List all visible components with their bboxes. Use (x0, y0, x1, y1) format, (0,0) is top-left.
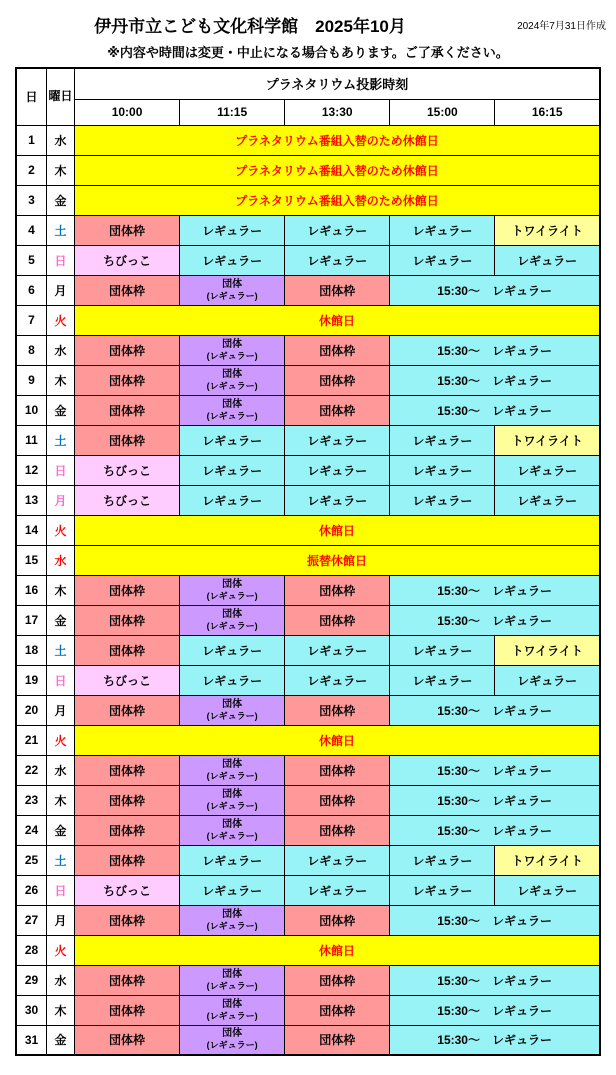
table-row (16, 845, 600, 875)
table-row (16, 905, 600, 935)
cell-regular: 15:30～ レギュラー (390, 575, 600, 605)
cell-group: 団体枠 (75, 995, 180, 1025)
day-cell: 4 (16, 215, 47, 245)
day-cell: 23 (16, 785, 47, 815)
day-cell: 26 (16, 875, 47, 905)
weekday-cell: 火 (47, 935, 75, 965)
cell-text-line2: (レギュラー) (206, 410, 258, 421)
cell-group: 団体枠 (75, 605, 180, 635)
day-cell: 15 (16, 545, 47, 575)
column-header-time-1000: 10:00 (75, 99, 180, 125)
cell-group_regular (180, 575, 285, 605)
table-row (16, 755, 600, 785)
cell-text-line2: (レギュラー) (206, 710, 258, 721)
cell-regular: 15:30～ レギュラー (390, 365, 600, 395)
cell-group_regular (180, 335, 285, 365)
cell-regular: レギュラー (495, 875, 600, 905)
table-row (16, 545, 600, 575)
table-row (16, 875, 600, 905)
cell-group: 団体枠 (285, 395, 390, 425)
cell-regular: レギュラー (285, 845, 390, 875)
day-cell: 9 (16, 365, 47, 395)
weekday-cell: 土 (47, 635, 75, 665)
cell-regular: 15:30～ レギュラー (390, 815, 600, 845)
day-cell: 6 (16, 275, 47, 305)
cell-group: 団体枠 (75, 275, 180, 305)
day-cell: 20 (16, 695, 47, 725)
cell-regular: レギュラー (390, 485, 495, 515)
cell-text-line2: (レギュラー) (206, 980, 258, 991)
cell-text-line2: (レギュラー) (206, 920, 258, 931)
page-title: 伊丹市立こども文化科学館 2025年10月 (94, 17, 406, 36)
cell-text-line2: (レギュラー) (206, 830, 258, 841)
cell-regular: レギュラー (390, 425, 495, 455)
cell-group: 団体枠 (75, 905, 180, 935)
weekday-cell: 土 (47, 425, 75, 455)
weekday-cell: 日 (47, 665, 75, 695)
cell-group: 団体枠 (285, 815, 390, 845)
cell-regular: レギュラー (285, 485, 390, 515)
cell-twilight: トワイライト (495, 845, 600, 875)
table-row (16, 725, 600, 755)
day-cell: 31 (16, 1025, 47, 1055)
cell-text-line1: 団体 (222, 998, 243, 1010)
title-bar (0, 12, 616, 37)
cell-regular: 15:30～ レギュラー (390, 335, 600, 365)
cell-group: 団体枠 (75, 845, 180, 875)
cell-regular: レギュラー (390, 455, 495, 485)
cell-regular: レギュラー (180, 485, 285, 515)
weekday-cell: 水 (47, 545, 75, 575)
cell-group: 団体枠 (285, 965, 390, 995)
weekday-cell: 月 (47, 485, 75, 515)
cell-regular: レギュラー (180, 215, 285, 245)
cell-group: 団体枠 (285, 1025, 390, 1055)
table-row (16, 245, 600, 275)
cell-chibikko: ちびっこ (75, 455, 180, 485)
cell-group: 団体枠 (75, 335, 180, 365)
cell-regular: 15:30～ レギュラー (390, 605, 600, 635)
day-cell: 14 (16, 515, 47, 545)
column-header-projection-times: プラネタリウム投影時刻 (75, 68, 601, 99)
table-row (16, 455, 600, 485)
day-cell: 5 (16, 245, 47, 275)
cell-regular: レギュラー (390, 845, 495, 875)
weekday-cell: 火 (47, 725, 75, 755)
cell-group_regular (180, 995, 285, 1025)
cell-group_regular (180, 1025, 285, 1055)
cell-chibikko: ちびっこ (75, 875, 180, 905)
weekday-cell: 水 (47, 335, 75, 365)
table-row (16, 365, 600, 395)
table-row (16, 635, 600, 665)
cell-text-line1: 団体 (222, 278, 243, 290)
cell-text-line1: 団体 (222, 908, 243, 920)
cell-regular: レギュラー (180, 845, 285, 875)
cell-closed: プラネタリウム番組入替のため休館日 (75, 155, 601, 185)
weekday-cell: 木 (47, 155, 75, 185)
cell-group: 団体枠 (75, 1025, 180, 1055)
table-row (16, 395, 600, 425)
table-header (16, 68, 600, 125)
cell-regular: レギュラー (495, 485, 600, 515)
weekday-cell: 月 (47, 275, 75, 305)
cell-closed: 休館日 (75, 935, 601, 965)
day-cell: 21 (16, 725, 47, 755)
table-row (16, 215, 600, 245)
cell-regular: レギュラー (285, 665, 390, 695)
cell-text-line2: (レギュラー) (206, 350, 258, 361)
cell-regular: 15:30～ レギュラー (390, 785, 600, 815)
cell-regular: 15:30～ レギュラー (390, 1025, 600, 1055)
cell-group: 団体枠 (285, 755, 390, 785)
weekday-cell: 木 (47, 995, 75, 1025)
table-row (16, 335, 600, 365)
weekday-cell: 金 (47, 395, 75, 425)
cell-text-line1: 団体 (222, 788, 243, 800)
cell-group: 団体枠 (75, 755, 180, 785)
cell-text-line2: (レギュラー) (206, 590, 258, 601)
cell-closed: プラネタリウム番組入替のため休館日 (75, 185, 601, 215)
table-row (16, 305, 600, 335)
table-row (16, 425, 600, 455)
notice-text: ※内容や時間は変更・中止になる場合もあります。ご了承ください。 (107, 45, 509, 60)
day-cell: 12 (16, 455, 47, 485)
day-cell: 16 (16, 575, 47, 605)
cell-group_regular (180, 365, 285, 395)
cell-group: 団体枠 (75, 635, 180, 665)
column-header-weekday: 曜日 (47, 68, 75, 125)
cell-text-line1: 団体 (222, 368, 243, 380)
weekday-cell: 水 (47, 755, 75, 785)
table-row (16, 125, 600, 155)
table-row (16, 965, 600, 995)
cell-closed: 振替休館日 (75, 545, 601, 575)
day-cell: 27 (16, 905, 47, 935)
weekday-cell: 日 (47, 455, 75, 485)
cell-twilight: トワイライト (495, 635, 600, 665)
weekday-cell: 日 (47, 245, 75, 275)
cell-text-line2: (レギュラー) (206, 1010, 258, 1021)
cell-regular: 15:30～ レギュラー (390, 695, 600, 725)
cell-regular: 15:30～ レギュラー (390, 995, 600, 1025)
cell-group_regular (180, 755, 285, 785)
weekday-cell: 金 (47, 1025, 75, 1055)
cell-text-line1: 団体 (222, 578, 243, 590)
cell-closed: 休館日 (75, 305, 601, 335)
cell-regular: レギュラー (495, 455, 600, 485)
cell-group: 団体枠 (75, 965, 180, 995)
cell-text-line2: (レギュラー) (206, 620, 258, 631)
cell-group_regular (180, 905, 285, 935)
column-header-time-1615: 16:15 (495, 99, 600, 125)
table-row (16, 695, 600, 725)
cell-group: 団体枠 (75, 365, 180, 395)
cell-text-line2: (レギュラー) (206, 1040, 258, 1051)
cell-closed: プラネタリウム番組入替のため休館日 (75, 125, 601, 155)
weekday-cell: 木 (47, 365, 75, 395)
cell-regular: レギュラー (390, 215, 495, 245)
day-cell: 24 (16, 815, 47, 845)
cell-regular: レギュラー (495, 665, 600, 695)
cell-regular: レギュラー (180, 425, 285, 455)
created-date: 2024年7月31日作成 (517, 21, 606, 32)
day-cell: 3 (16, 185, 47, 215)
cell-group: 団体枠 (285, 275, 390, 305)
day-cell: 30 (16, 995, 47, 1025)
cell-group: 団体枠 (75, 695, 180, 725)
cell-closed: 休館日 (75, 725, 601, 755)
cell-regular: レギュラー (285, 455, 390, 485)
table-row (16, 575, 600, 605)
cell-regular: 15:30～ レギュラー (390, 275, 600, 305)
table-row (16, 515, 600, 545)
cell-group: 団体枠 (285, 995, 390, 1025)
cell-group_regular (180, 785, 285, 815)
cell-group: 団体枠 (75, 815, 180, 845)
weekday-cell: 水 (47, 965, 75, 995)
cell-group: 団体枠 (75, 425, 180, 455)
cell-chibikko: ちびっこ (75, 485, 180, 515)
table-row (16, 815, 600, 845)
cell-group: 団体枠 (285, 785, 390, 815)
day-cell: 7 (16, 305, 47, 335)
column-header-time-1330: 13:30 (285, 99, 390, 125)
weekday-cell: 火 (47, 305, 75, 335)
weekday-cell: 金 (47, 605, 75, 635)
cell-closed: 休館日 (75, 515, 601, 545)
cell-regular: レギュラー (285, 875, 390, 905)
cell-regular: レギュラー (180, 245, 285, 275)
cell-regular: レギュラー (285, 425, 390, 455)
cell-group: 団体枠 (285, 335, 390, 365)
cell-group: 団体枠 (75, 215, 180, 245)
cell-text-line2: (レギュラー) (206, 770, 258, 781)
weekday-cell: 土 (47, 845, 75, 875)
weekday-cell: 金 (47, 815, 75, 845)
cell-chibikko: ちびっこ (75, 245, 180, 275)
table-row (16, 185, 600, 215)
cell-regular: レギュラー (180, 875, 285, 905)
cell-regular: レギュラー (180, 455, 285, 485)
cell-group: 団体枠 (75, 395, 180, 425)
cell-text-line1: 団体 (222, 818, 243, 830)
cell-group: 団体枠 (285, 365, 390, 395)
table-row (16, 665, 600, 695)
cell-regular: レギュラー (390, 245, 495, 275)
cell-regular: レギュラー (180, 635, 285, 665)
table-row (16, 995, 600, 1025)
cell-regular: レギュラー (285, 245, 390, 275)
table-row (16, 785, 600, 815)
weekday-cell: 月 (47, 695, 75, 725)
cell-group: 団体枠 (285, 695, 390, 725)
table-row (16, 485, 600, 515)
weekday-cell: 水 (47, 125, 75, 155)
cell-group: 団体枠 (285, 905, 390, 935)
day-cell: 22 (16, 755, 47, 785)
cell-twilight: トワイライト (495, 215, 600, 245)
cell-group_regular (180, 395, 285, 425)
day-cell: 28 (16, 935, 47, 965)
cell-regular: レギュラー (285, 635, 390, 665)
column-header-day: 日 (16, 68, 47, 125)
cell-group: 団体枠 (285, 575, 390, 605)
weekday-cell: 火 (47, 515, 75, 545)
weekday-cell: 日 (47, 875, 75, 905)
cell-regular: レギュラー (390, 635, 495, 665)
table-row (16, 1025, 600, 1055)
cell-text-line1: 団体 (222, 968, 243, 980)
table-row (16, 605, 600, 635)
weekday-cell: 木 (47, 575, 75, 605)
day-cell: 19 (16, 665, 47, 695)
cell-regular: 15:30～ レギュラー (390, 755, 600, 785)
cell-group_regular (180, 275, 285, 305)
day-cell: 8 (16, 335, 47, 365)
column-header-time-1115: 11:15 (180, 99, 285, 125)
day-cell: 25 (16, 845, 47, 875)
cell-group_regular (180, 815, 285, 845)
cell-group_regular (180, 695, 285, 725)
cell-regular: レギュラー (495, 245, 600, 275)
day-cell: 17 (16, 605, 47, 635)
day-cell: 13 (16, 485, 47, 515)
cell-text-line1: 団体 (222, 338, 243, 350)
cell-group_regular (180, 605, 285, 635)
weekday-cell: 月 (47, 905, 75, 935)
cell-text-line1: 団体 (222, 698, 243, 710)
cell-twilight: トワイライト (495, 425, 600, 455)
cell-group: 団体枠 (75, 575, 180, 605)
cell-text-line2: (レギュラー) (206, 800, 258, 811)
planetarium-schedule-table (15, 67, 601, 1056)
column-header-time-1500: 15:00 (390, 99, 495, 125)
day-cell: 1 (16, 125, 47, 155)
cell-text-line2: (レギュラー) (206, 290, 258, 301)
weekday-cell: 金 (47, 185, 75, 215)
cell-text-line1: 団体 (222, 1028, 243, 1040)
table-row (16, 935, 600, 965)
cell-group: 団体枠 (285, 605, 390, 635)
table-row (16, 155, 600, 185)
cell-regular: 15:30～ レギュラー (390, 965, 600, 995)
cell-text-line2: (レギュラー) (206, 380, 258, 391)
day-cell: 11 (16, 425, 47, 455)
cell-regular: レギュラー (180, 665, 285, 695)
cell-regular: レギュラー (390, 875, 495, 905)
table-row (16, 275, 600, 305)
day-cell: 29 (16, 965, 47, 995)
day-cell: 2 (16, 155, 47, 185)
cell-text-line1: 団体 (222, 608, 243, 620)
weekday-cell: 木 (47, 785, 75, 815)
weekday-cell: 土 (47, 215, 75, 245)
cell-text-line1: 団体 (222, 758, 243, 770)
cell-regular: 15:30～ レギュラー (390, 395, 600, 425)
table-body (16, 125, 600, 1055)
cell-regular: レギュラー (285, 215, 390, 245)
day-cell: 18 (16, 635, 47, 665)
cell-chibikko: ちびっこ (75, 665, 180, 695)
cell-regular: レギュラー (390, 665, 495, 695)
cell-text-line1: 団体 (222, 398, 243, 410)
cell-regular: 15:30～ レギュラー (390, 905, 600, 935)
cell-group_regular (180, 965, 285, 995)
cell-group: 団体枠 (75, 785, 180, 815)
day-cell: 10 (16, 395, 47, 425)
